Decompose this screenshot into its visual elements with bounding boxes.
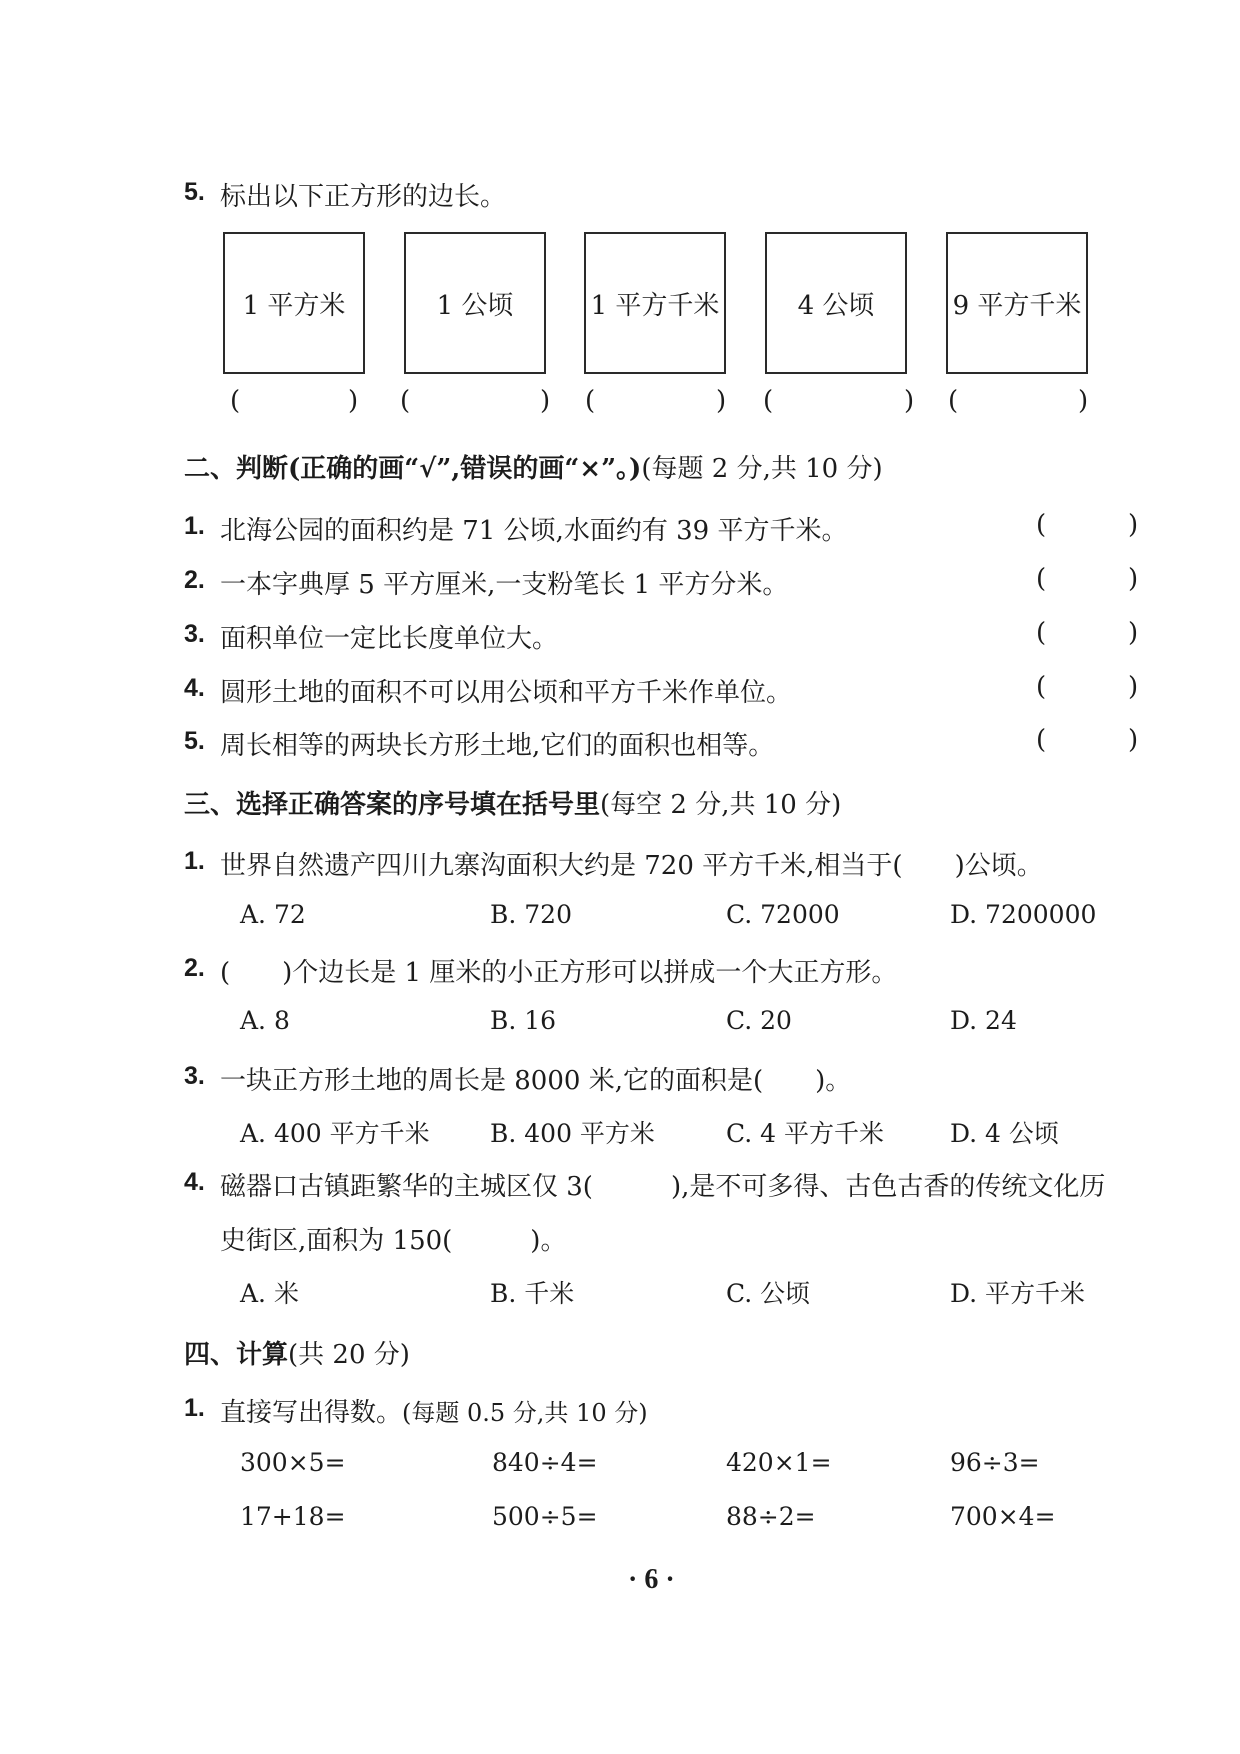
calc-item[interactable]: 840÷4= (492, 1448, 598, 1477)
calc-item[interactable]: 88÷2= (726, 1502, 816, 1531)
option-c[interactable]: C. 公顷 (726, 1279, 811, 1308)
answer-blank[interactable]: ( (585, 386, 596, 416)
answer-blank[interactable]: ( (1036, 672, 1047, 702)
calc-item[interactable]: 500÷5= (492, 1502, 598, 1531)
section-heading: 四、计算(共 20 分) (184, 1340, 410, 1370)
answer-blank[interactable]: ( (1036, 564, 1047, 594)
answer-blank-close: ) (1128, 618, 1139, 648)
option-a[interactable]: A. 72 (240, 900, 306, 929)
question-text: 一本字典厚 5 平方厘米,一支粉笔长 1 平方分米。 (220, 570, 789, 600)
question-text: 周长相等的两块长方形土地,它们的面积也相等。 (220, 731, 775, 761)
calc-item[interactable]: 96÷3= (950, 1448, 1040, 1477)
question-text: 磁器口古镇距繁华的主城区仅 3( ),是不可多得、古色古香的传统文化历 (220, 1172, 1106, 1202)
option-a[interactable]: A. 400 平方千米 (240, 1119, 430, 1148)
option-d[interactable]: D. 7200000 (950, 900, 1097, 929)
answer-blank[interactable]: ( (1036, 510, 1047, 540)
answer-blank[interactable]: ( (763, 386, 774, 416)
section-heading: 三、选择正确答案的序号填在括号里(每空 2 分,共 10 分) (184, 790, 842, 820)
question-text-line2: 史街区,面积为 150( )。 (220, 1226, 567, 1256)
question-text: 直接写出得数。(每题 0.5 分,共 10 分) (220, 1398, 648, 1428)
calc-item[interactable]: 300×5= (240, 1448, 346, 1477)
option-c[interactable]: C. 72000 (726, 900, 840, 929)
option-b[interactable]: B. 400 平方米 (490, 1119, 655, 1148)
option-a[interactable]: A. 米 (240, 1279, 299, 1308)
question-number: 3. (184, 1062, 205, 1090)
question-number: 1. (184, 1394, 205, 1422)
question-number: 4. (184, 1168, 205, 1196)
answer-blank-close: ) (348, 386, 359, 416)
option-b[interactable]: B. 千米 (490, 1279, 575, 1308)
calc-item[interactable]: 700×4= (950, 1502, 1056, 1531)
section-heading: 二、判断(正确的画“√”,错误的画“×”。)(每题 2 分,共 10 分) (184, 454, 883, 484)
answer-blank-close: ) (1078, 386, 1089, 416)
question-text: ( )个边长是 1 厘米的小正方形可以拼成一个大正方形。 (220, 958, 898, 988)
question-number: 1. (184, 847, 205, 875)
answer-blank-close: ) (540, 386, 551, 416)
option-c[interactable]: C. 20 (726, 1006, 792, 1035)
question-number: 5. (184, 727, 205, 755)
square-box-2: 1 公顷 (404, 232, 546, 374)
square-box-3: 1 平方千米 (584, 232, 726, 374)
question-text: 标出以下正方形的边长。 (220, 182, 507, 212)
question-text: 圆形土地的面积不可以用公顷和平方千米作单位。 (220, 678, 793, 708)
question-number: 1. (184, 512, 205, 540)
page-number: · 6 · (628, 1564, 675, 1595)
question-number: 3. (184, 620, 205, 648)
answer-blank[interactable]: ( (1036, 618, 1047, 648)
question-text: 一块正方形土地的周长是 8000 米,它的面积是( )。 (220, 1066, 852, 1096)
answer-blank-close: ) (1128, 564, 1139, 594)
answer-blank-close: ) (1128, 672, 1139, 702)
calc-item[interactable]: 17+18= (240, 1502, 346, 1531)
calc-item[interactable]: 420×1= (726, 1448, 832, 1477)
option-d[interactable]: D. 平方千米 (950, 1279, 1086, 1308)
question-number: 4. (184, 674, 205, 702)
question-number: 2. (184, 566, 205, 594)
option-c[interactable]: C. 4 平方千米 (726, 1119, 884, 1148)
answer-blank[interactable]: ( (230, 386, 241, 416)
question-text: 世界自然遗产四川九寨沟面积大约是 720 平方千米,相当于( )公顷。 (220, 851, 1043, 881)
question-number: 2. (184, 954, 205, 982)
question-number: 5. (184, 178, 205, 206)
square-box-4: 4 公顷 (765, 232, 907, 374)
square-box-5: 9 平方千米 (946, 232, 1088, 374)
answer-blank[interactable]: ( (1036, 725, 1047, 755)
question-text: 北海公园的面积约是 71 公顷,水面约有 39 平方千米。 (220, 516, 848, 546)
answer-blank-close: ) (1128, 510, 1139, 540)
question-text: 面积单位一定比长度单位大。 (220, 624, 559, 654)
answer-blank-close: ) (904, 386, 915, 416)
answer-blank[interactable]: ( (400, 386, 411, 416)
option-b[interactable]: B. 720 (490, 900, 572, 929)
option-b[interactable]: B. 16 (490, 1006, 557, 1035)
answer-blank[interactable]: ( (948, 386, 959, 416)
option-d[interactable]: D. 24 (950, 1006, 1017, 1035)
option-d[interactable]: D. 4 公顷 (950, 1119, 1059, 1148)
answer-blank-close: ) (716, 386, 727, 416)
answer-blank-close: ) (1128, 725, 1139, 755)
option-a[interactable]: A. 8 (240, 1006, 290, 1035)
square-box-1: 1 平方米 (223, 232, 365, 374)
